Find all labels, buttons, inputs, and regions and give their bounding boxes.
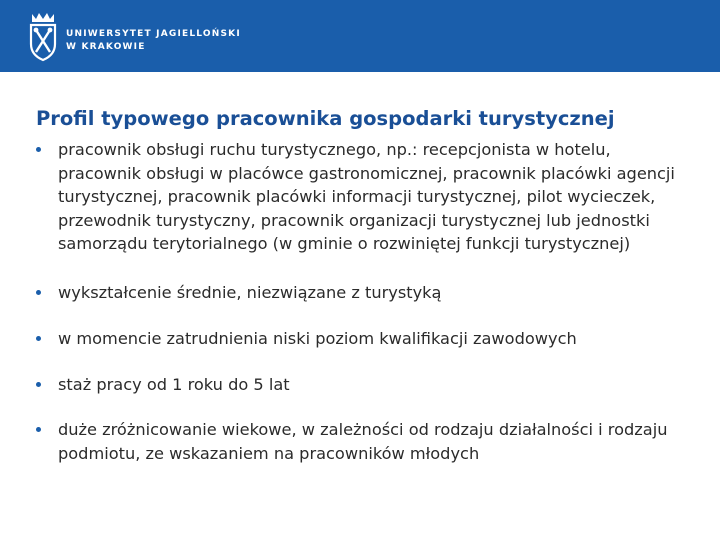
bullet-item [36, 138, 696, 256]
bullet-item [36, 327, 696, 351]
university-name-line1: UNIWERSYTET JAGIELLOŃSKI [66, 29, 241, 39]
bullet-item [36, 281, 696, 305]
bullet-text: staż pracy od 1 roku do 5 lat [58, 374, 290, 394]
bullet-item [36, 418, 696, 465]
slide-title: Profil typowego pracownika gospodarki turystycznej [36, 107, 615, 130]
bullet-text: w momencie zatrudnienia niski poziom kwalifikacji zawodowych [58, 329, 577, 348]
bullet-dot-icon [36, 336, 41, 341]
bullet-item [36, 373, 696, 397]
bullet-dot-icon [36, 427, 41, 432]
bullet-dot-icon [36, 290, 41, 295]
bullet-text: wykształcenie średnie, niezwiązane z turystyką [58, 282, 442, 302]
bullet-text: pracownik obsługi ruchu turystycznego, np.: recepcjonista w hotelu, pracownik obsługi w placówce gastronomicznej, pracownik placówki agencji turystycznej, pracownik placówki informacji turystycznej, pilot wycieczek, przewodnik turystyczny, pracownik organizacji turystycznej lub jednostki samorządu terytorialnego (w gminie o rozwiniętej funkcji turystycznej) [58, 140, 675, 253]
bullet-dot-icon [36, 147, 41, 152]
bullet-dot-icon [36, 382, 41, 387]
bullet-list [36, 138, 696, 465]
university-crest-icon [28, 10, 58, 62]
university-name [66, 28, 241, 54]
bullet-text: duże zróżnicowanie wiekowe, w zależności od rodzaju działalności i rodzaju podmiotu, ze wskazaniem na pracowników młodych [58, 420, 668, 463]
header-bar [0, 0, 720, 72]
university-name-line2: W KRAKOWIE [66, 42, 146, 52]
